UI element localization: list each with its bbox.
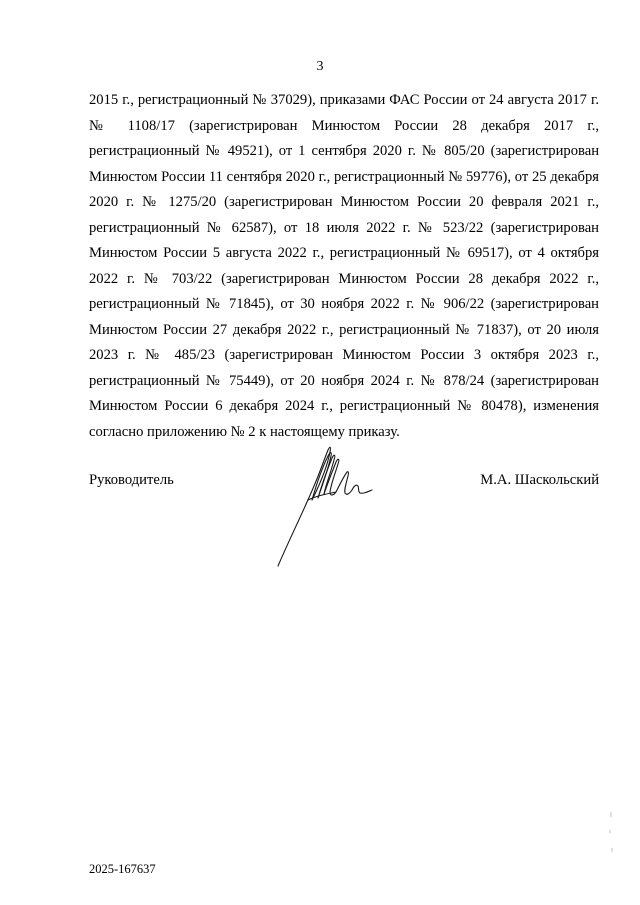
- body-line-2: № 1108/17 (зарегистрирован Минюстом России 28 декабря 2017 г.,: [89, 117, 599, 134]
- body-paragraph: [89, 88, 599, 445]
- body-line-1: 2015 г., регистрационный № 37029), приказами ФАС России от 24 августа 2017 г.: [89, 92, 599, 108]
- body-line-9: регистрационный № 71845), от 30 ноября 2022 г. № 906/22 (зарегистрирован: [89, 296, 599, 312]
- body-line-13: Минюстом России 6 декабря 2024 г., регистрационный № 80478), изменения: [89, 398, 599, 414]
- page-number: 3: [316, 59, 324, 74]
- handwritten-signature: [270, 438, 380, 570]
- body-line-6: регистрационный № 62587), от 18 июля 2022 г. № 523/22 (зарегистрирован: [89, 219, 599, 236]
- body-line-5: 2020 г. № 1275/20 (зарегистрирован Минюстом России 20 февраля 2021 г.,: [89, 194, 599, 210]
- body-line-8: 2022 г. № 703/22 (зарегистрирован Минюстом России 28 декабря 2022 г.,: [89, 270, 599, 287]
- scan-artifact-marks: [604, 808, 618, 868]
- body-line-12: регистрационный № 75449), от 20 ноября 2024 г. № 878/24 (зарегистрирован: [89, 372, 599, 389]
- body-line-14: согласно приложению № 2 к настоящему приказу.: [89, 423, 400, 440]
- body-line-11: 2023 г. № 485/23 (зарегистрирован Минюстом России 3 октября 2023 г.,: [89, 347, 599, 363]
- signatory-title: Руководитель: [89, 472, 174, 488]
- body-line-4: Минюстом России 11 сентября 2020 г., регистрационный № 59776), от 25 декабря: [89, 168, 599, 185]
- body-line-7: Минюстом России 5 августа 2022 г., регистрационный № 69517), от 4 октября: [89, 245, 599, 261]
- body-line-10: Минюстом России 27 декабря 2022 г., регистрационный № 71837), от 20 июля: [89, 321, 599, 338]
- body-line-3: регистрационный № 49521), от 1 сентября 2020 г. № 805/20 (зарегистрирован: [89, 143, 599, 159]
- signatory-name: М.А. Шаскольский: [480, 472, 599, 488]
- document-registration-code: 2025-167637: [89, 862, 156, 876]
